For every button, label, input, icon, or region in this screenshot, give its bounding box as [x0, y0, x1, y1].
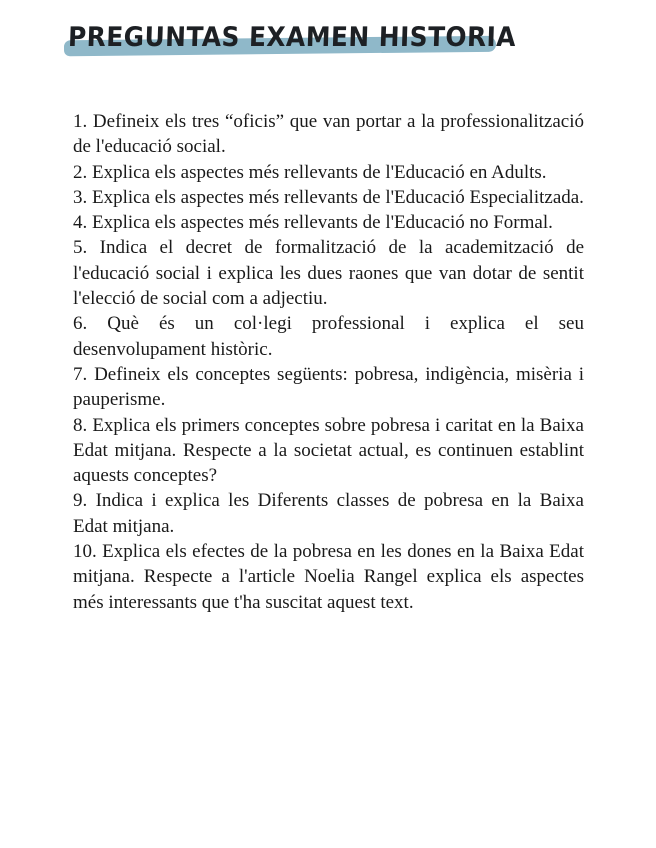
question-item: 3. Explica els aspectes més rellevants de l'Educació Especialitzada. [73, 186, 584, 208]
page-title: PREGUNTAS EXAMEN HISTORIA [67, 22, 517, 53]
question-item: 9. Indica i explica les Diferents classes de pobresa en la Baixa Edat mitjana. [73, 490, 584, 537]
question-item: 1. Defineix els tres “oficis” que van portar a la professionalització de l'educació social. [73, 111, 584, 158]
question-item: 8. Explica els primers conceptes sobre pobresa i caritat en la Baixa Edat mitjana. Respecte a la societat actual, es continuen establint aquests conceptes? [73, 414, 584, 487]
question-list [73, 109, 584, 615]
question-item: 10. Explica els efectes de la pobresa en les dones en la Baixa Edat mitjana. Respecte a l'article Noelia Rangel explica els aspectes més interessants que t'ha suscitat aquest text. [73, 541, 584, 613]
title-block [62, 18, 517, 62]
question-item: 6. Què és un col·legi professional i explica el seu desenvolupament històric. [73, 313, 584, 360]
question-item: 2. Explica els aspectes més rellevants de l'Educació en Adults. [73, 161, 547, 183]
question-item: 4. Explica els aspectes més rellevants de l'Educació no Formal. [73, 212, 553, 234]
question-item: 7. Defineix els conceptes següents: pobresa, indigència, misèria i pauperisme. [73, 363, 584, 411]
question-item: 5. Indica el decret de formalització de la academització de l'educació social i explica les dues raones que van dotar de sentit l'elecció de social com a adjectiu. [73, 237, 584, 310]
